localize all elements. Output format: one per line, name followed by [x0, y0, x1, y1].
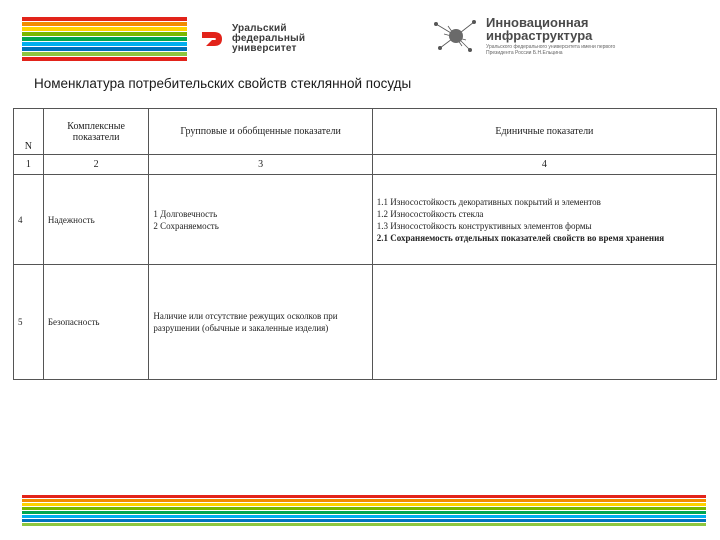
header-complex: Комплексные показатели — [43, 109, 149, 155]
infra-subtitle: Уральского федерального университета имени первого Президента России Б.Н.Ельцина — [486, 44, 616, 56]
infra-title-line-2: инфраструктура — [486, 28, 593, 43]
header-n: N — [14, 109, 44, 155]
table-header-row — [14, 109, 717, 155]
group-indicator: Наличие или отсутствие режущих осколков при разрушении (обычные и закаленные изделия) — [153, 311, 338, 333]
column-number: 3 — [149, 155, 372, 175]
footer-stripes — [22, 495, 706, 527]
properties-table — [13, 108, 717, 380]
urfu-logo-line-3: университет — [232, 43, 297, 54]
single-indicator: 1.2 Износостойкость стекла — [376, 208, 484, 219]
header-group: Групповые и обобщенные показатели — [149, 109, 372, 155]
group-indicators — [149, 175, 372, 265]
column-number: 4 — [372, 155, 716, 175]
infra-title-line-1: Инновационная — [486, 15, 589, 30]
urfu-logo-icon — [200, 26, 226, 52]
urfu-logo-line-1: Уральский — [232, 23, 287, 34]
group-indicator: 2 Сохраняемость — [153, 220, 219, 231]
single-indicators-empty — [372, 265, 716, 380]
column-number: 2 — [43, 155, 149, 175]
single-indicator: 2.1 Сохраняемость отдельных показателей свойств во время хранения — [376, 232, 665, 243]
complex-indicator: Надежность — [43, 175, 149, 265]
single-indicators — [372, 175, 716, 265]
network-sphere-icon — [430, 16, 482, 56]
column-number: 1 — [14, 155, 44, 175]
page-title: Номенклатура потребительских свойств стеклянной посуды — [34, 76, 412, 91]
innovation-infrastructure-logo — [430, 16, 616, 56]
row-number: 5 — [14, 265, 44, 380]
table-row — [14, 175, 717, 265]
row-number: 4 — [14, 175, 44, 265]
group-indicator: 1 Долговечность — [153, 208, 218, 219]
complex-indicator: Безопасность — [43, 265, 149, 380]
single-indicator: 1.1 Износостойкость декоративных покрытий и элементов — [376, 196, 601, 207]
table-row — [14, 265, 717, 380]
header-single: Единичные показатели — [372, 109, 716, 155]
urfu-logo-line-2: федеральный — [232, 33, 306, 44]
group-indicators — [149, 265, 372, 380]
header-stripes — [22, 17, 187, 61]
urfu-logo — [200, 24, 305, 54]
single-indicator: 1.3 Износостойкость конструктивных элементов формы — [376, 220, 592, 231]
column-number-row — [14, 155, 717, 175]
